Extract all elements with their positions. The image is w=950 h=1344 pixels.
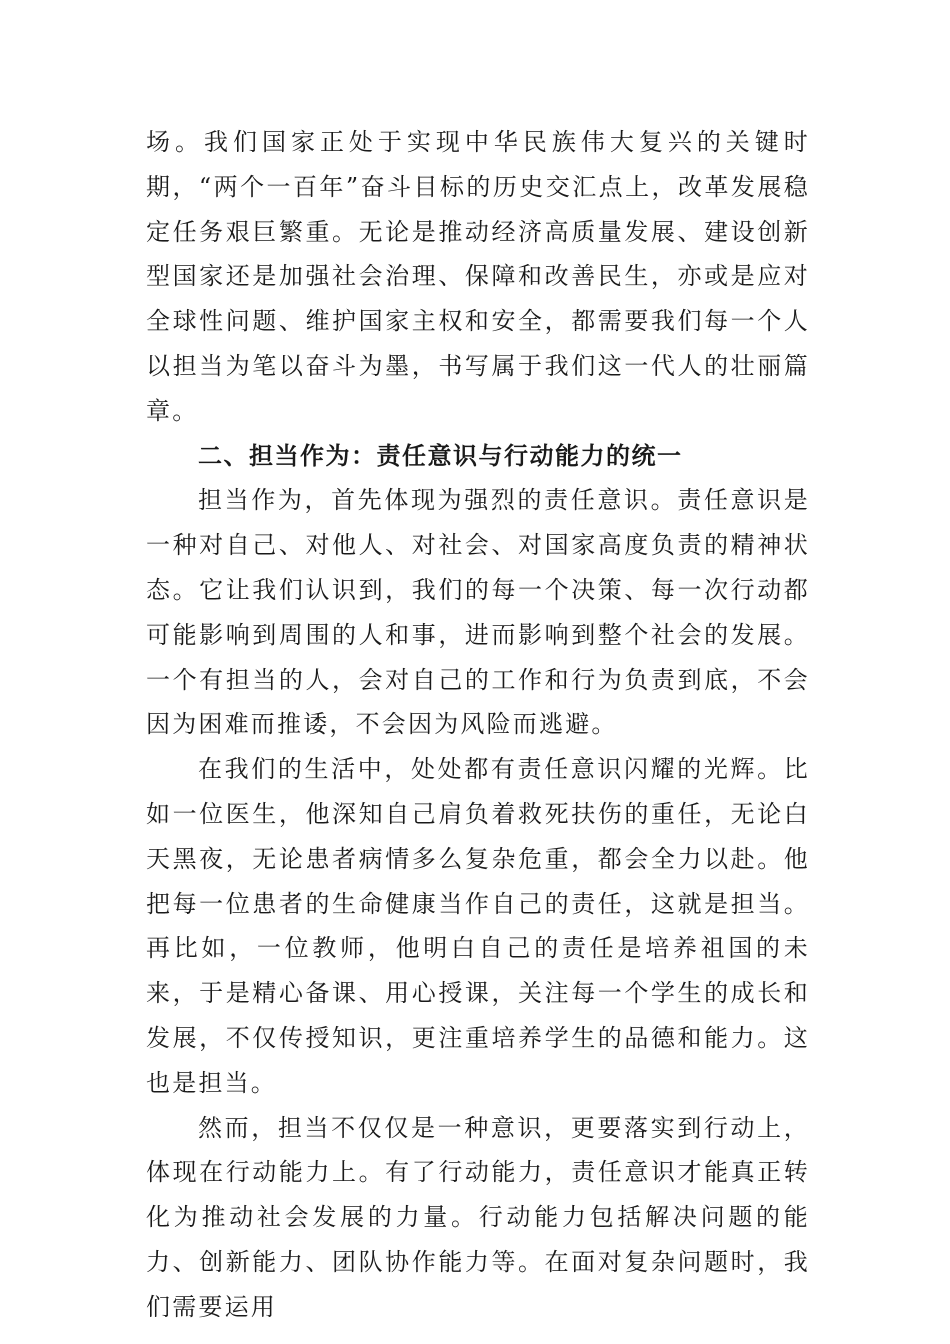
section-heading: 二、担当作为：责任意识与行动能力的统一: [198, 441, 683, 470]
document-body: [146, 120, 810, 1330]
paragraph: 在我们的生活中，处处都有责任意识闪耀的光辉。比如一位医生，他深知自己肩负着救死扶伤的重任，无论白天黑夜，无论患者病情多么复杂危重，都会全力以赴。他把每一位患者的生命健康当作自己的责任，这就是担当。再比如，一位教师，他明白自己的责任是培养祖国的未来，于是精心备课、用心授课，关注每一个学生的成长和发展，不仅传授知识，更注重培养学生的品德和能力。这也是担当。: [146, 755, 810, 1097]
paragraph: 担当作为，首先体现为强烈的责任意识。责任意识是一种对自己、对他人、对社会、对国家高度负责的精神状态。它让我们认识到，我们的每一个决策、每一次行动都可能影响到周围的人和事，进而影响到整个社会的发展。一个有担当的人，会对自己的工作和行为负责到底，不会因为困难而推诿，不会因为风险而逃避。: [146, 486, 810, 739]
paragraph: 然而，担当不仅仅是一种意识，更要落实到行动上，体现在行动能力上。有了行动能力，责任意识才能真正转化为推动社会发展的力量。行动能力包括解决问题的能力、创新能力、团队协作能力等。在面对复杂问题时，我们需要运用: [146, 1113, 810, 1321]
paragraph-continued: 场。我们国家正处于实现中华民族伟大复兴的关键时期，“两个一百年”奋斗目标的历史交汇点上，改革发展稳定任务艰巨繁重。无论是推动经济高质量发展、建设创新型国家还是加强社会治理、保障和改善民生，亦或是应对全球性问题、维护国家主权和安全，都需要我们每一个人以担当为笔以奋斗为墨，书写属于我们这一代人的壮丽篇章。: [146, 128, 810, 425]
